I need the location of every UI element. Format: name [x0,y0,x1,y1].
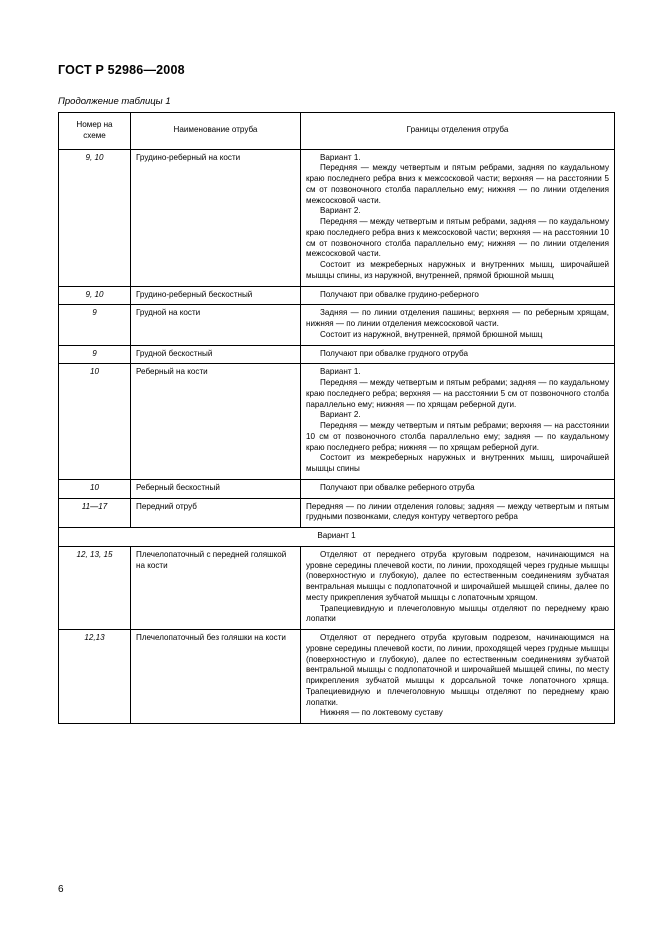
table-row [59,630,615,724]
table-row [59,364,615,480]
border-paragraph: Нижняя — по локтевому суставу [320,708,443,718]
cell-cut-borders [301,364,615,480]
column-header-scheme-number-line2: схеме [83,130,106,140]
column-header-cut-borders: Границы отделения отруба [301,113,615,150]
cell-cut-name: Грудино-реберный бескостный [131,286,301,305]
cell-scheme-number: 10 [59,479,131,498]
border-paragraph: Передняя — между четвертым и пятым ребрами, задняя — по каудальному краю последнего ребра вниз к межсосковой части; верхняя — на расстоянии 10 см от позвоночного столба параллельно ему; нижняя — по линии отделения межсосковой части. [306,217,609,259]
cell-cut-name: Плечелопаточный с передней голяшкой на кости [131,546,301,629]
cell-scheme-number: 12,13 [59,630,131,724]
border-paragraph: Состоит из межреберных наружных и внутренних мышц, широчайшей мышцы спины, из наружной, внутренней, прямой брюшной мышц [306,260,609,280]
cell-cut-name: Реберный бескостный [131,479,301,498]
cell-cut-borders [301,479,615,498]
cell-scheme-number: 9, 10 [59,149,131,286]
cell-scheme-number: 9 [59,305,131,345]
cell-cut-borders [301,149,615,286]
border-paragraph: Передняя — между четвертым и пятым ребрами; задняя — по каудальному краю последнего ребра; верхняя — на расстоянии 5 см от позвоночного столба параллельно ему; нижняя — по хрящам реберной дуги. [306,378,609,409]
border-paragraph: Задняя — по линии отделения пашины; верхняя — по реберным хрящам, нижняя — по линии отделения межсосковой части. [306,308,609,328]
page-number: 6 [58,884,64,895]
border-paragraph: Передняя — по линии отделения головы; задняя — между четвертым и пятым грудными позвонками, следуя контуру четвертого ребра [306,501,609,522]
border-paragraph: Передняя — между четвертым и пятым ребрами; верхняя — на расстоянии 10 см от позвоночного столба параллельно ему; задняя — по каудальному краю последнего ребра; нижняя — по хрящам реберной дуги. [306,421,609,452]
table-row-variant [59,528,615,547]
border-paragraph: Получают при обвалке реберного отруба [320,482,475,492]
table-row [59,149,615,286]
cell-cut-name: Плечелопаточный без голяшки на кости [131,630,301,724]
cell-cut-borders [301,546,615,629]
cell-cut-name: Грудной на кости [131,305,301,345]
cell-scheme-number: 9, 10 [59,286,131,305]
cell-cut-borders [301,630,615,724]
table-row [59,546,615,629]
cell-cut-borders [301,498,615,528]
border-paragraph: Состоит из наружной, внутренней, прямой брюшной мышц [320,329,543,339]
table-caption: Продолжение таблицы 1 [58,96,171,107]
border-paragraph: Вариант 2. [320,410,361,420]
cell-cut-borders [301,305,615,345]
border-paragraph: Трапециевидную и плечеголовную мышцы отделяют по переднему краю лопатки [306,603,609,624]
table-row [59,305,615,345]
border-paragraph: Состоит из межреберных наружных и внутренних мышц, широчайшей мышцы спины [306,453,609,473]
cell-scheme-number: 9 [59,345,131,364]
cell-cut-borders [301,286,615,305]
border-paragraph: Получают при обвалке грудино-реберного [320,289,479,299]
border-paragraph: Вариант 1. [320,367,361,377]
table-row [59,286,615,305]
border-paragraph: Отделяют от переднего отруба круговым подрезом, начинающимся на уровне середины плечевой кости, по линии, проходящей через грудные мышцы (поверхностную и глубокую), далее по естественным соединениям зубчатая вентральная мышцы с подлопаточной и широчайшей мышцей спины, далее по месту прикрепления зубчатой мышцы с лопаточным хрящом. [306,549,609,602]
border-paragraph: Вариант 1. [320,152,361,162]
border-paragraph: Отделяют от переднего отруба круговым подрезом, начинающимся на уровне середины плечевой кости, по линии, проходящей через грудные мышцы (поверхностную и глубокую), далее по естественным соединениям зубчатой вентральной мышцы с подлопаточной и широчайшей мышцей спины, по месту прикрепления зубчатой мышцы к дорсальной точке лопаточного хряща. Трапециевидную и плечеголовную мышцы отделяют по переднему краю лопатки. [306,633,609,707]
cell-cut-name: Передний отруб [131,498,301,528]
cell-cut-name: Реберный на кости [131,364,301,480]
column-header-cut-name: Наименование отруба [131,113,301,150]
cell-cut-name: Грудино-реберный на кости [131,149,301,286]
page-title: ГОСТ Р 52986—2008 [58,63,185,77]
cell-scheme-number: 10 [59,364,131,480]
border-paragraph: Получают при обвалке грудного отруба [320,348,468,358]
column-header-scheme-number [59,113,131,150]
variant-label: Вариант 1 [59,528,615,547]
cell-scheme-number: 11—17 [59,498,131,528]
cell-cut-borders [301,345,615,364]
cell-cut-name: Грудной бескостный [131,345,301,364]
table-row [59,345,615,364]
cuts-table [58,112,615,724]
border-paragraph: Передняя — между четвертым и пятым ребрами, задняя по каудальному краю последнего ребра вниз к межсосковой части; верхняя — на расстоянии 5 см от позвоночного столба параллельно ему; нижняя — по линии отделения межсосковой части. [306,163,609,205]
cell-scheme-number: 12, 13, 15 [59,546,131,629]
border-paragraph: Вариант 2. [320,206,361,216]
column-header-scheme-number-line1: Номер на [76,120,113,129]
table-header-row [59,113,615,150]
table-row [59,479,615,498]
table-row [59,498,615,528]
